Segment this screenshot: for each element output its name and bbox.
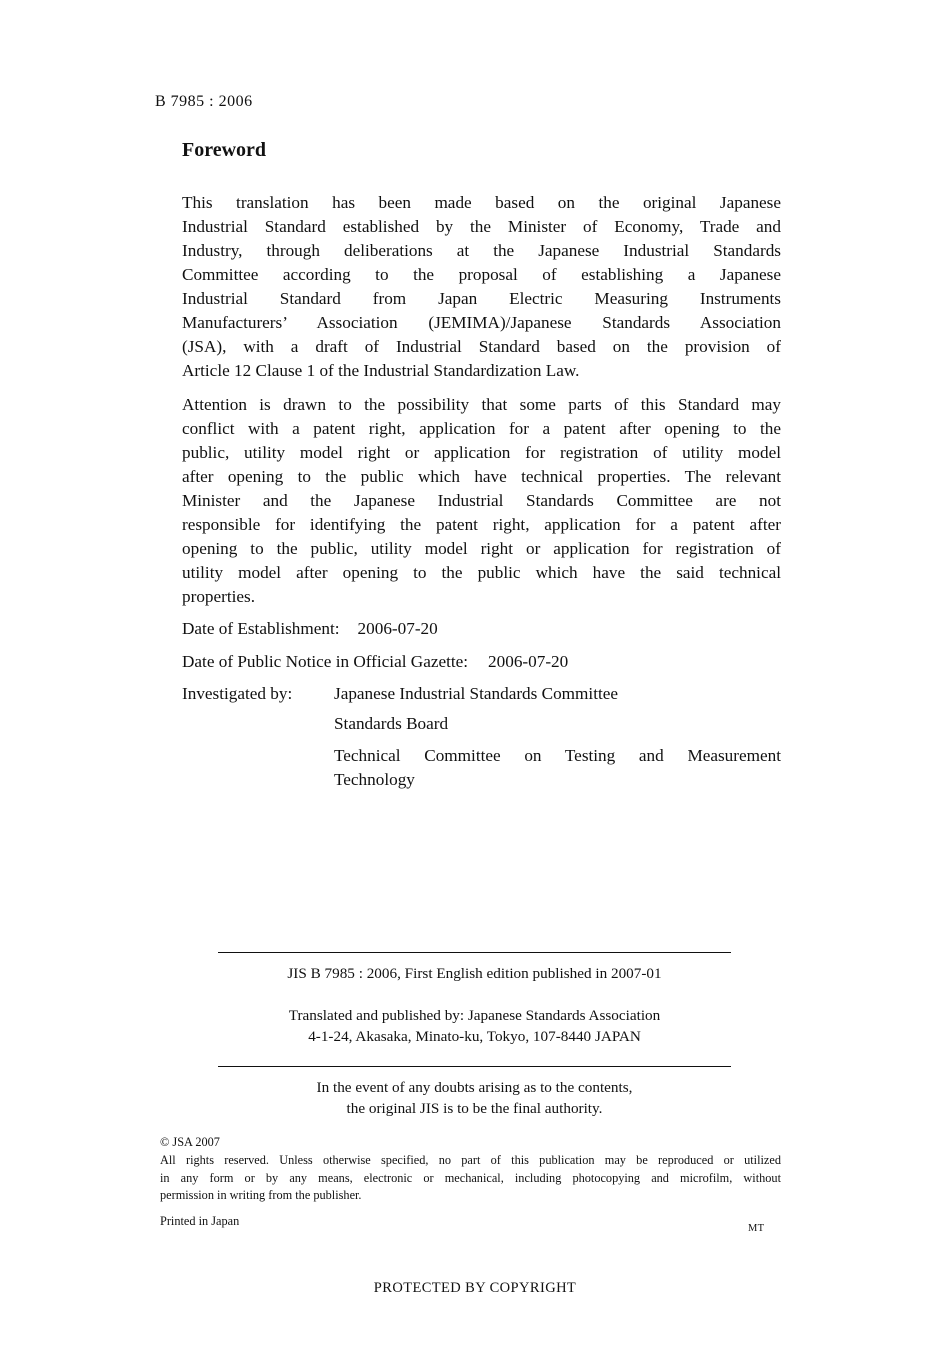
authority-line: In the event of any doubts arising as to the contents, — [316, 1079, 633, 1096]
paragraph-line: opening to the public, utility model right or application for registration of — [182, 539, 781, 558]
paragraph-line: Industrial Standard established by the Minister of Economy, Trade and — [182, 217, 781, 236]
technical-committee-line: Technical Committee on Testing and Measurement — [334, 746, 781, 765]
investigated-by-label: Investigated by: — [182, 684, 293, 703]
paragraph-line: This translation has been made based on the original Japanese — [182, 193, 781, 212]
paragraph-line: Minister and the Japanese Industrial Standards Committee are not — [182, 491, 781, 510]
paragraph-line: Attention is drawn to the possibility that some parts of this Standard may — [182, 395, 781, 414]
printed-in: Printed in Japan — [160, 1214, 240, 1228]
paragraph-line: conflict with a patent right, application for a patent after opening to the — [182, 419, 781, 438]
rights-line: in any form or by any means, electronic or mechanical, including photocopying and microfilm, without — [160, 1170, 781, 1185]
technical-committee-line: Technology — [334, 770, 415, 789]
foreword-paragraph-2 — [182, 393, 781, 609]
printer-mark: MT — [748, 1223, 765, 1234]
copyright-notice: © JSA 2007 — [160, 1135, 220, 1149]
paragraph-line: Manufacturers’ Association (JEMIMA)/Japanese Standards Association — [182, 313, 781, 332]
technical-committee — [334, 744, 781, 792]
edition-note: JIS B 7985 : 2006, First English edition published in 2007-01 — [287, 965, 662, 982]
date-of-public-notice-value: 2006-07-20 — [488, 652, 569, 671]
imprint-bottom-rule — [218, 1066, 731, 1067]
authority-line: the original JIS is to be the final authority. — [346, 1100, 603, 1117]
paragraph-line: Industrial Standard from Japan Electric Measuring Instruments — [182, 289, 781, 308]
foreword-paragraph-1 — [182, 191, 781, 383]
investigating-committee: Japanese Industrial Standards Committee — [334, 684, 619, 703]
paragraph-line: Article 12 Clause 1 of the Industrial Standardization Law. — [182, 361, 580, 380]
paragraph-line: after opening to the public which have technical properties. The relevant — [182, 467, 781, 486]
paragraph-line: utility model after opening to the public which have the said technical — [182, 563, 781, 582]
publisher-line: Translated and published by: Japanese Standards Association — [288, 1007, 661, 1024]
rights-line: All rights reserved. Unless otherwise specified, no part of this publication may be reproduced or utilized — [160, 1153, 781, 1167]
foreword-title: Foreword — [182, 139, 267, 161]
document-code: B 7985 : 2006 — [155, 93, 253, 110]
date-of-establishment-value: 2006-07-20 — [357, 619, 438, 638]
paragraph-line: Committee according to the proposal of establishing a Japanese — [182, 265, 781, 284]
paragraph-line: responsible for identifying the patent right, application for a patent after — [182, 515, 781, 534]
date-of-establishment — [182, 617, 438, 641]
paragraph-line: public, utility model right or application for registration of utility model — [182, 443, 781, 462]
publisher-info — [218, 1005, 731, 1047]
imprint-top-rule — [218, 952, 731, 953]
authority-note — [218, 1077, 731, 1119]
paragraph-line: (JSA), with a draft of Industrial Standard based on the provision of — [182, 337, 781, 356]
rights-line: permission in writing from the publisher. — [160, 1188, 362, 1202]
publisher-address: 4-1-24, Akasaka, Minato-ku, Tokyo, 107-8440 JAPAN — [308, 1028, 641, 1045]
paragraph-line: properties. — [182, 587, 256, 606]
date-of-public-notice-label: Date of Public Notice in Official Gazette: — [182, 652, 469, 671]
standards-board: Standards Board — [334, 714, 449, 733]
date-of-public-notice — [182, 650, 568, 674]
paragraph-line: Industry, through deliberations at the Japanese Industrial Standards — [182, 241, 781, 260]
rights-reserved-notice — [160, 1152, 781, 1205]
protected-by-copyright: PROTECTED BY COPYRIGHT — [373, 1280, 577, 1296]
date-of-establishment-label: Date of Establishment: — [182, 619, 340, 638]
